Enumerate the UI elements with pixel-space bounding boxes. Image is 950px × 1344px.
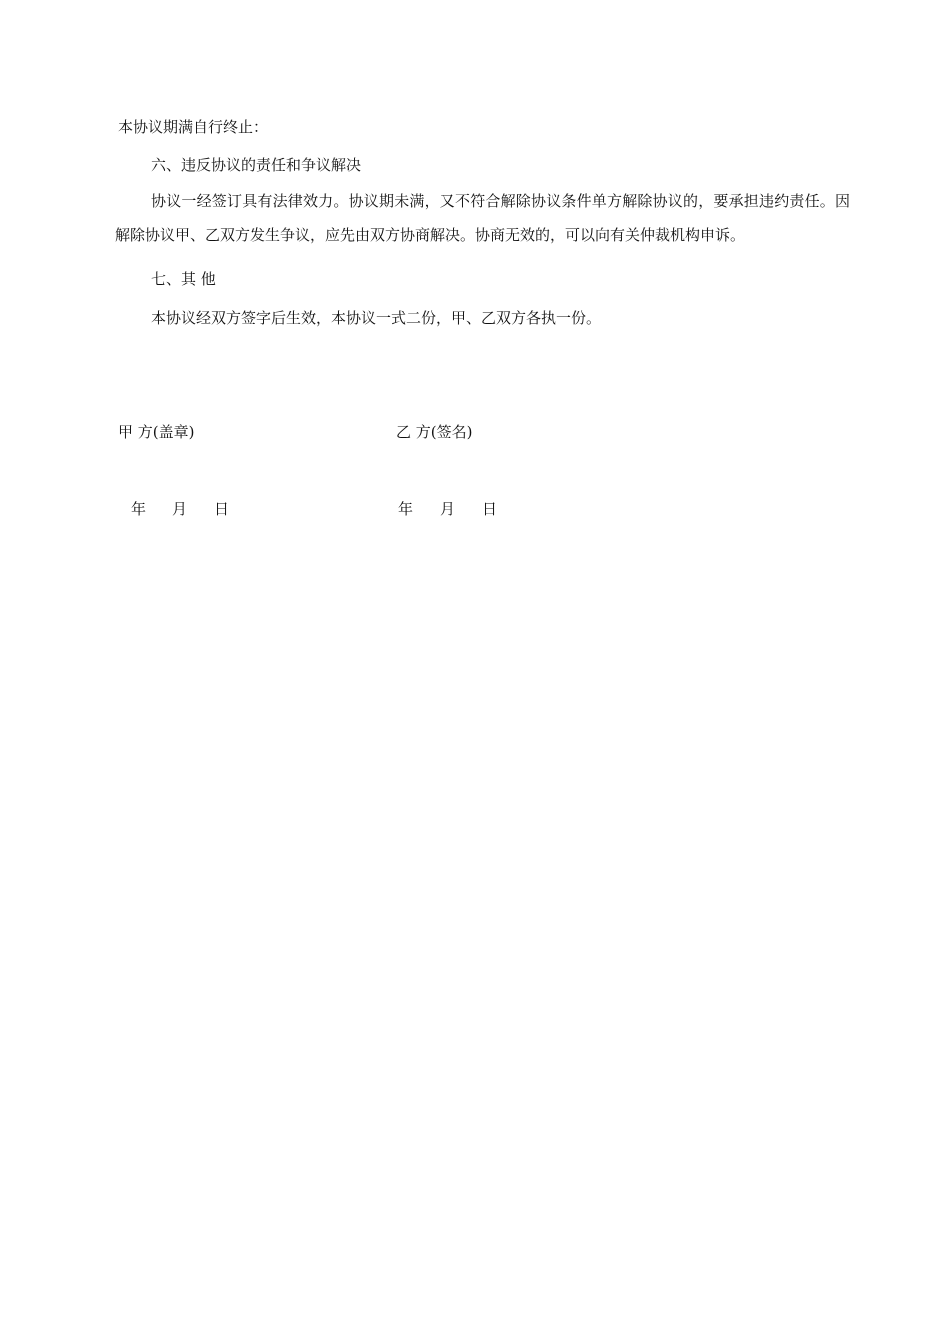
termination-clause: 本协议期满自行终止： xyxy=(118,118,269,136)
party-b-signature-label: 乙 方(签名) xyxy=(396,423,473,441)
party-b-date-month: 月 xyxy=(440,500,456,518)
section-7-heading: 七、其 他 xyxy=(151,270,216,288)
party-a-signature-label: 甲 方(盖章) xyxy=(118,423,195,441)
party-a-date-year: 年 xyxy=(131,500,147,518)
party-a-date-month: 月 xyxy=(172,500,188,518)
section-6-body: 协议一经签订具有法律效力。协议期未满，又不符合解除协议条件单方解除协议的，要承担违约责任。因解除协议甲、乙双方发生争议，应先由双方协商解决。协商无效的，可以向有关仲裁机构申诉。 xyxy=(115,192,850,244)
party-b-date-day: 日 xyxy=(482,500,498,518)
section-7-body: 本协议经双方签字后生效，本协议一式二份，甲、乙双方各执一份。 xyxy=(151,309,602,327)
party-a-date-day: 日 xyxy=(214,500,230,518)
section-6-heading: 六、违反协议的责任和争议解决 xyxy=(151,156,362,174)
party-b-date-year: 年 xyxy=(398,500,414,518)
